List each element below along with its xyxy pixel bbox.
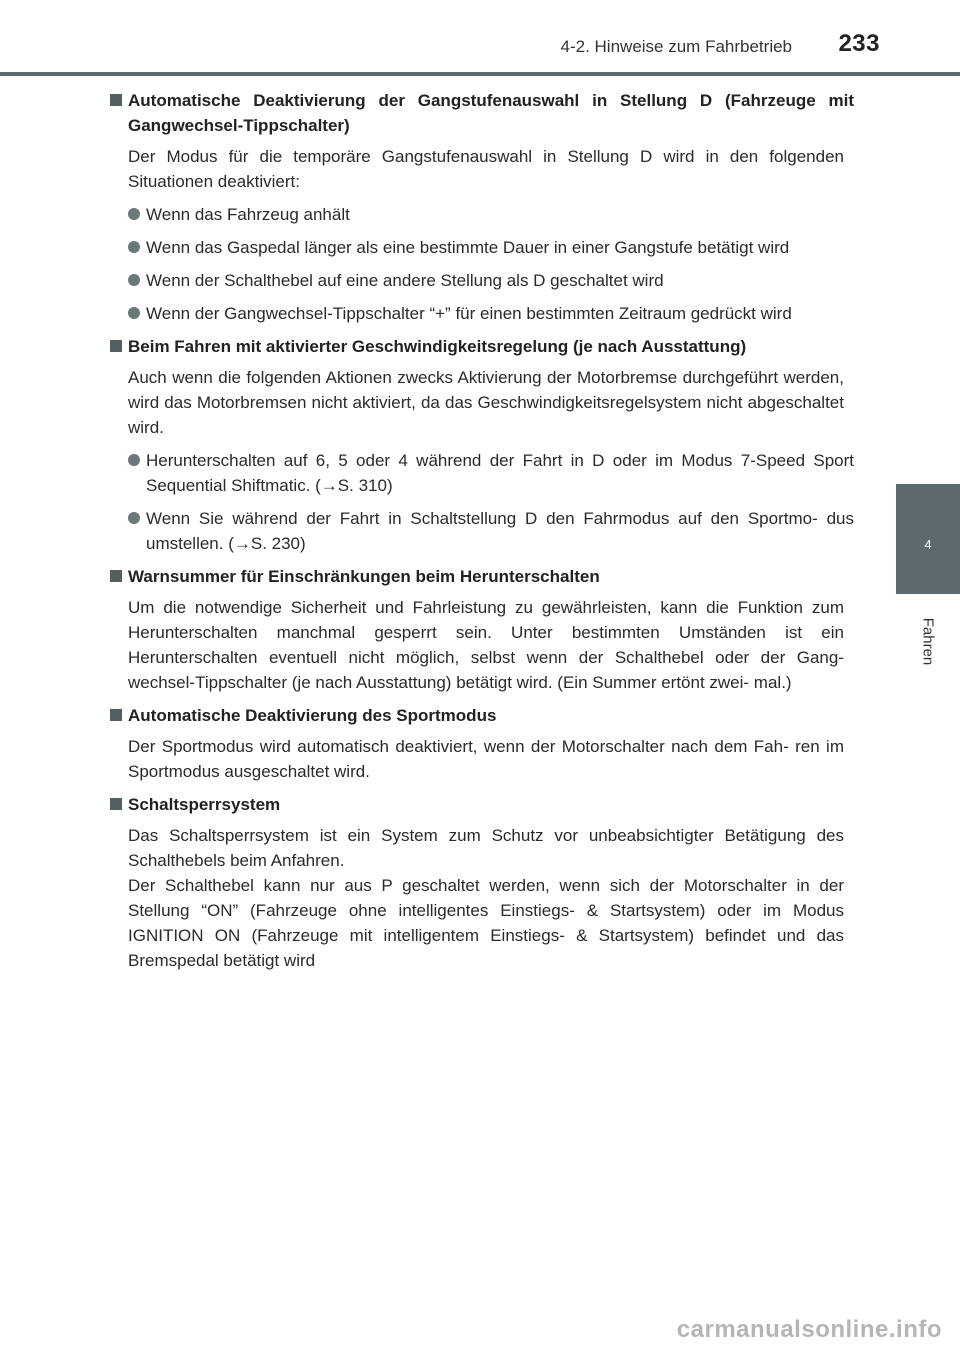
square-bullet-icon: [110, 340, 122, 352]
list-item: [128, 202, 854, 227]
list-item: [128, 301, 854, 326]
list-item-text: Wenn das Fahrzeug anhält: [146, 205, 350, 224]
list-item: [128, 235, 854, 260]
list-item-text: Wenn der Schalthebel auf eine andere Stellung als D geschaltet wird: [146, 271, 664, 290]
circle-bullet-icon: [128, 454, 140, 466]
section-heading: [110, 792, 854, 817]
list-item: [128, 506, 854, 556]
circle-bullet-icon: [128, 241, 140, 253]
heading-text: Schaltsperrsystem: [128, 795, 281, 814]
circle-bullet-icon: [128, 512, 140, 524]
list-item-text: Wenn Sie während der Fahrt in Schaltstellung D den Fahrmodus auf den Sportmo- dus umstellen. (→S. 230): [146, 509, 854, 553]
heading-text: Warnsummer für Einschränkungen beim Herunterschalten: [128, 567, 600, 586]
list-item-text: Wenn der Gangwechsel-Tippschalter “+” für einen bestimmten Zeitraum gedrückt wird: [146, 304, 792, 323]
paragraph: Auch wenn die folgenden Aktionen zwecks Aktivierung der Motorbremse durchgeführt werden, wird das Motorbremsen nicht aktiviert, da das Geschwindigkeitsregelsystem nicht abgeschaltet wird.: [128, 368, 844, 437]
circle-bullet-icon: [128, 208, 140, 220]
paragraph: Das Schaltsperrsystem ist ein System zum Schutz vor unbeabsichtigter Betätigung des Schalthebels beim Anfahren.: [128, 826, 844, 870]
list-item-text: Herunterschalten auf 6, 5 oder 4 während der Fahrt in D oder im Modus 7-Speed Sport Sequential Shiftmatic. (→S. 310): [146, 451, 854, 495]
chapter-label-text: Fahren: [919, 617, 937, 665]
site-watermark: carmanualsonline.info: [676, 1316, 942, 1343]
paragraph: Um die notwendige Sicherheit und Fahrleistung zu gewährleisten, kann die Funktion zum Herunterschalten manchmal gesperrt sein. Unter bestimmten Umständen ist ein Herunterschalten eventuell nicht möglich, selbst wenn der Schalthebel oder der Gang- wechsel-Tippschalter (je nach Ausstattung) betätigt wird. (Ein Summer ertönt zwei- mal.): [128, 598, 844, 692]
list-item: [128, 448, 854, 498]
page-content: [110, 88, 854, 981]
circle-bullet-icon: [128, 307, 140, 319]
section-title: 4-2. Hinweise zum Fahrbetrieb: [560, 37, 792, 56]
header-divider: [0, 72, 960, 76]
chapter-tab[interactable]: [896, 484, 960, 594]
circle-bullet-icon: [128, 274, 140, 286]
heading-text: Automatische Deaktivierung der Gangstufenauswahl in Stellung D (Fahrzeuge mit Gangwechsel-Tippschalter): [128, 91, 854, 135]
chapter-label: [900, 598, 956, 684]
square-bullet-icon: [110, 798, 122, 810]
square-bullet-icon: [110, 94, 122, 106]
chapter-number: 4: [924, 537, 932, 552]
page-number: 233: [838, 30, 880, 57]
square-bullet-icon: [110, 570, 122, 582]
page-header: [0, 0, 960, 78]
section-heading: [110, 88, 854, 138]
heading-text: Automatische Deaktivierung des Sportmodus: [128, 706, 497, 725]
paragraph: Der Schalthebel kann nur aus P geschaltet werden, wenn sich der Motorschalter in der Stellung “ON” (Fahrzeuge ohne intelligentes Einstiegs- & Startsystem) oder im Modus IGNITION ON (Fahrzeuge mit intelligentem Einstiegs- & Startsystem) befindet und das Bremspedal betätigt wird: [128, 876, 844, 970]
section-heading: [110, 564, 854, 589]
list-item: [128, 268, 854, 293]
section-heading: [110, 334, 854, 359]
paragraph: Der Sportmodus wird automatisch deaktiviert, wenn der Motorschalter nach dem Fah- ren im Sportmodus ausgeschaltet wird.: [128, 737, 844, 781]
square-bullet-icon: [110, 709, 122, 721]
list-item-text: Wenn das Gaspedal länger als eine bestimmte Dauer in einer Gangstufe betätigt wird: [146, 238, 790, 257]
paragraph: Der Modus für die temporäre Gangstufenauswahl in Stellung D wird in den folgenden Situationen deaktiviert:: [128, 147, 844, 191]
heading-text: Beim Fahren mit aktivierter Geschwindigkeitsregelung (je nach Ausstattung): [128, 337, 747, 356]
section-heading: [110, 703, 854, 728]
